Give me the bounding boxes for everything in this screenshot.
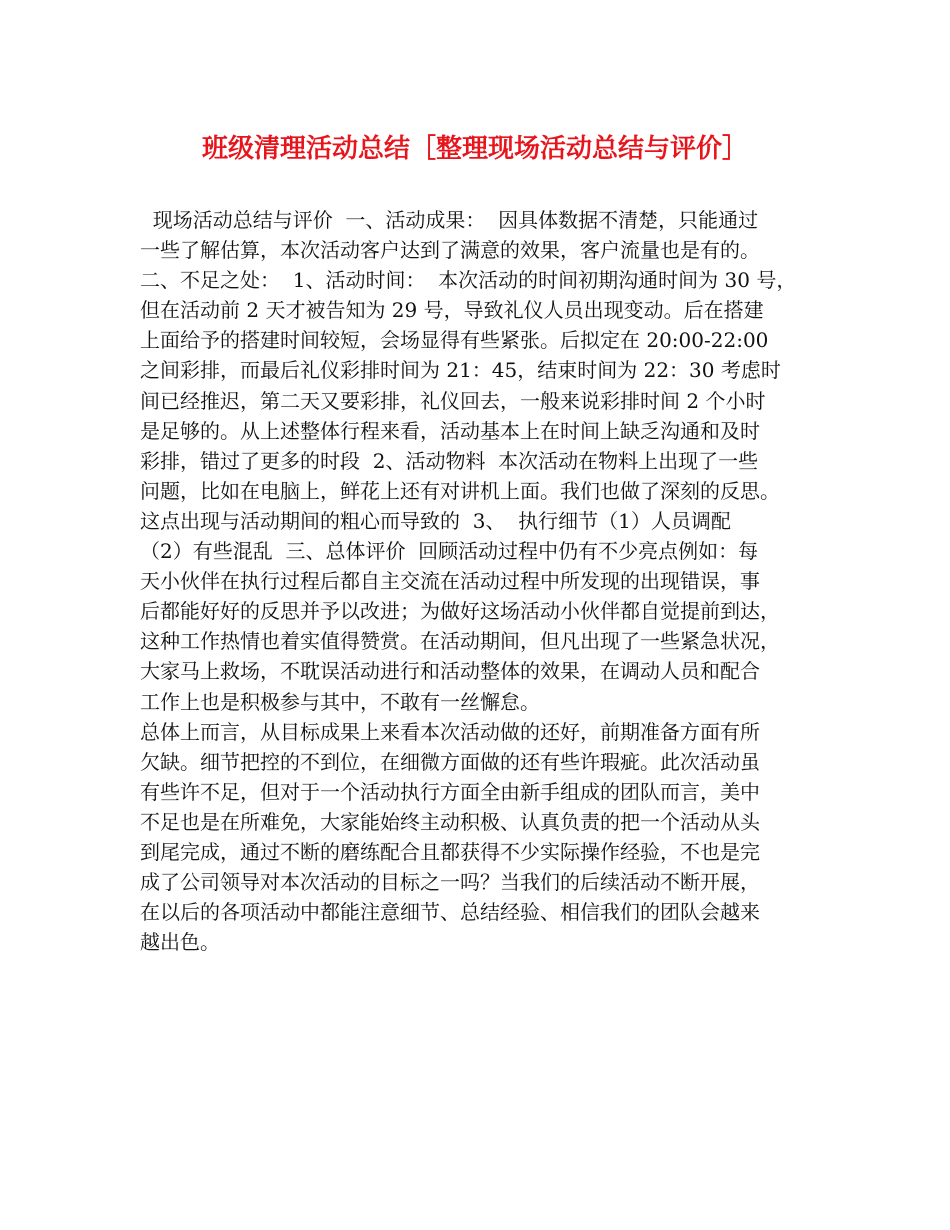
body-line: 工作上也是积极参与其中，不敢有一丝懈怠。 (140, 689, 540, 714)
body-line: 问题，比如在电脑上，鲜花上还有对讲机上面。我们也做了深刻的反思。 (140, 478, 780, 503)
body-line: 在以后的各项活动中都能注意细节、总结经验、相信我们的团队会越来 (140, 900, 760, 925)
body-line: 欠缺。细节把控的不到位，在细微方面做的还有些许瑕疵。此次活动虽 (140, 749, 760, 774)
body-line: 成了公司领导对本次活动的目标之一吗？当我们的后续活动不断开展， (140, 870, 760, 895)
body-line: 天小伙伴在执行过程后都自主交流在活动过程中所发现的出现错误，事 (140, 569, 760, 594)
body-line: 越出色。 (140, 930, 220, 955)
body-line: 到尾完成，通过不断的磨练配合且都获得不少实际操作经验，不也是完 (140, 839, 760, 864)
body-line: 这点出现与活动期间的粗心而导致的 3、 执行细节（1）人员调配 (140, 508, 731, 533)
body-line: 二、不足之处： 1、活动时间： 本次活动的时间初期沟通时间为 30 号， (140, 268, 797, 293)
body-line: 后都能好好的反思并予以改进；为做好这场活动小伙伴都自觉提前到达， (140, 599, 780, 624)
body-line: 间已经推迟，第二天又要彩排，礼仪回去，一般来说彩排时间 2 个小时 (140, 388, 766, 413)
body-line: 之间彩排，而最后礼仪彩排时间为 21：45，结束时间为 22：30 考虑时 (140, 358, 781, 383)
body-line: 有些许不足，但对于一个活动执行方面全由新手组成的团队而言，美中 (140, 779, 760, 804)
body-line: 但在活动前 2 天才被告知为 29 号，导致礼仪人员出现变动。后在搭建 (140, 298, 764, 323)
body-line: 一些了解估算，本次活动客户达到了满意的效果，客户流量也是有的。 (140, 238, 760, 263)
body-line: 彩排，错过了更多的时段 2、活动物料 本次活动在物料上出现了一些 (140, 448, 759, 473)
document-title: 班级清理活动总结［整理现场活动总结与评价］ (201, 134, 748, 164)
body-line: 现场活动总结与评价 一、活动成果： 因具体数据不清楚，只能通过 (140, 208, 759, 232)
body-line: （2）有些混乱 三、总体评价 回顾活动过程中仍有不少亮点例如：每 (140, 539, 759, 564)
body-line: 这种工作热情也着实值得赞赏。在活动期间，但凡出现了一些紧急状况， (140, 629, 780, 654)
body-line: 不足也是在所难免，大家能始终主动积极、认真负责的把一个活动从头 (140, 809, 760, 834)
body-line: 上面给予的搭建时间较短，会场显得有些紧张。后拟定在 20:00-22:00 (140, 328, 769, 353)
body-line: 总体上而言，从目标成果上来看本次活动做的还好，前期准备方面有所 (140, 719, 760, 744)
body-line: 是足够的。从上述整体行程来看，活动基本上在时间上缺乏沟通和及时 (140, 418, 760, 443)
document-body (140, 205, 820, 957)
body-line: 大家马上救场，不耽误活动进行和活动整体的效果，在调动人员和配合 (140, 659, 760, 684)
